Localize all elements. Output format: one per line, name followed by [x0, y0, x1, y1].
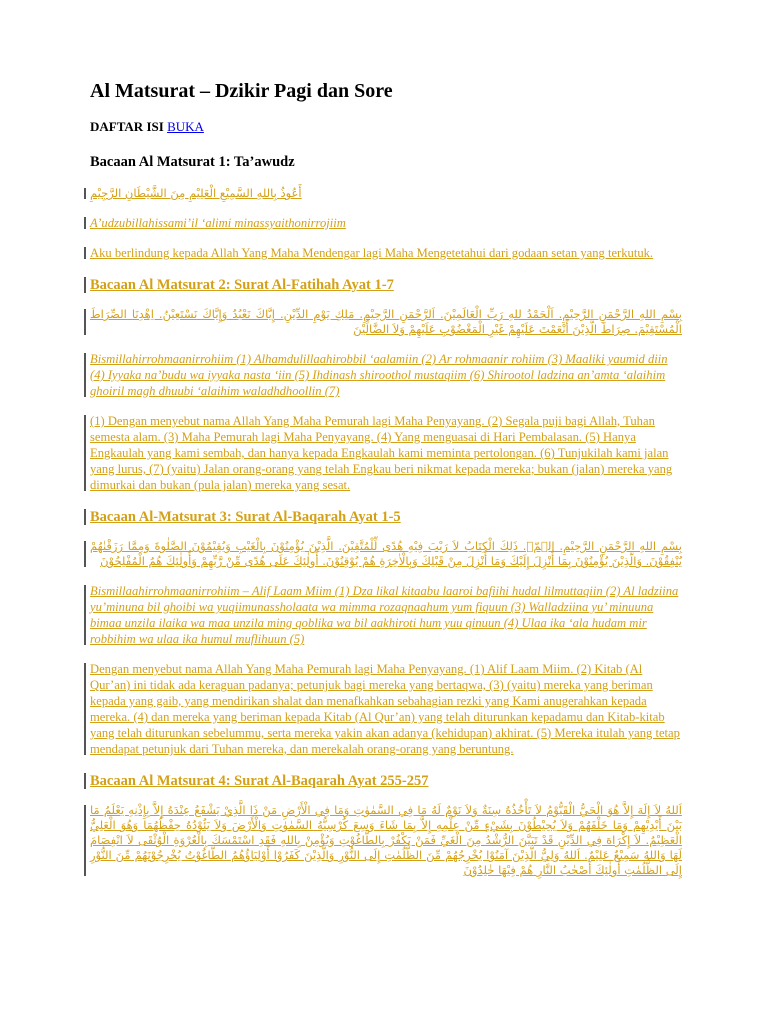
- section-2-arabic: بِسْمِ اللهِ الرَّحْمَنِ الرَّحِيْمِ. اَلْحَمْدُ للهِ رَبِّ الْعَالَمِيْنَ. اَلرَّحْمَنِ الرَّحِيْمِ. مَلِكِ يَوْمِ الدِّيْنِ. إِيَّاكَ نَعْبُدُ وَإِيَّاكَ نَسْتَعِيْنُ. اِهْدِنَا الصِّرَاطَ الْمُسْتَقِيْمَ. صِرَاطَ الَّذِيْنَ أَنْعَمْتَ عَلَيْهِمْ غَيْرِ الْمَغْضُوْبِ عَلَيْهِمْ وَلاَ الضَّالِّيْنَ: [90, 307, 682, 336]
- section-1-arabic: أَعُوذُ بِاللهِ السَّمِيْعِ الْعَلِيْمِ مِنَ الشَّيْطَانِ الرَّجِيْمِ: [90, 186, 302, 200]
- section-4-arabic: اَللهُ لاَ إِلَهَ إِلاَّ هُوَ الْحَيُّ الْقَيُّوْمُ لاَ تَأْخُذُهُ سِنَةٌ وَلاَ نَوْمٌ لَهُ مَا فِي السَّمٰوٰتِ وَمَا فِي الْأَرْضِ مَنْ ذَا الَّذِيْ يَشْفَعُ عِنْدَهُ إِلاَّ بِإِذْنِهِ يَعْلَمُ مَا بَيْنَ أَيْدِيْهِمْ وَمَا خَلْفَهُمْ وَلاَ يُحِيْطُوْنَ بِشَيْءٍ مِّنْ عِلْمِهِ إِلاَّ بِمَا شَاءَ وَسِعَ كُرْسِيُّهُ السَّمٰوٰتِ وَالْأَرْضَ وَلاَ يَئُوْدُهُ حِفْظُهُمَا وَهُوَ الْعَلِيُّ الْعَظِيْمُ. لاَ إِكْرَاهَ فِي الدِّيْنِ قَدْ تَبَيَّنَ الرُّشْدُ مِنَ الْغَيِّ فَمَنْ يَكْفُرْ بِالطَّاغُوْتِ وَيُؤْمِنْ بِاللهِ فَقَدِ اسْتَمْسَكَ بِالْعُرْوَةِ الْوُثْقَى لاَ انْفِصَامَ لَهَا وَاللهُ سَمِيْعٌ عَلِيْمٌ. اَللهُ وَلِيُّ الَّذِيْنَ آمَنُوْا يُخْرِجُهُمْ مِّنَ الظُّلُمٰتِ إِلَى النُّوْرِ وَالَّذِيْنَ كَفَرُوْا أَوْلِيَاؤُهُمُ الطَّاغُوْتُ يُخْرِجُوْنَهُمْ مِّنَ النُّوْرِ إِلَى الظُّلُمٰتِ أُولٰئِكَ أَصْحٰبُ النَّارِ هُمْ فِيْهَا خٰلِدُوْنَ: [90, 803, 682, 877]
- section-2-translation: (1) Dengan menyebut nama Allah Yang Maha Pemurah lagi Maha Penyayang. (2) Segala puji bagi Allah, Tuhan semesta alam. (3) Maha Pemurah lagi Maha Penyayang. (4) Yang menguasai di Hari Pembalasan. (5) Hanya Engkaulah yang kami sembah, dan hanya kepada Engkaulah kami meminta pertolongan. (6) Tunjukilah kami jalan yang lurus, (7) (yaitu) Jalan orang-orang yang telah Engkau beri nikmat kepada mereka; bukan (jalan) mereka yang dimurkai dan bukan (pula jalan) mereka yang sesat.: [90, 413, 682, 493]
- section-3-translation: Dengan menyebut nama Allah Yang Maha Pemurah lagi Maha Penyayang. (1) Alif Laam Miim. (2) Kitab (Al Qur’an) ini tidak ada keraguan padanya; petunjuk bagi mereka yang bertaqwa, (3) (yaitu) mereka yang beriman kepada yang gaib, yang mendirikan shalat dan menafkahkan sebahagian rezki yang Kami anugerahkan kepada mereka. (4) dan mereka yang beriman kepada Kitab (Al Qur’an) yang telah diturunkan kepadamu dan Kitab-kitab yang telah diturunkan sebelummu, serta mereka yakin akan adanya (kehidupan) akhirat. (5) Mereka itulah yang tetap mendapat petunjuk dari Tuhan mereka, dan merekalah orang-orang yang beruntung.: [90, 661, 682, 757]
- toc-open-link[interactable]: BUKA: [167, 119, 204, 134]
- section-3-arabic: بِسْمِ اللهِ الرَّحْمَنِ الرَّحِيْمِ. الۤمّۤ. ذَلِكَ الْكِتَابُ لاَ رَيْبَ فِيْهِ هُدًى لِّلْمُتَّقِيْنَ. الَّذِيْنَ يُؤْمِنُوْنَ بِالْغَيْبِ وَيُقِيْمُوْنَ الصَّلٰوةَ وَمِمَّا رَزَقْنٰهُمْ يُنْفِقُوْنَ. وَالَّذِيْنَ يُؤْمِنُوْنَ بِمَا أُنْزِلَ إِلَيْكَ وَمَا أُنْزِلَ مِنْ قَبْلِكَ وَبِالْاٰخِرَةِ هُمْ يُوْقِنُوْنَ. أُولٰئِكَ عَلَى هُدًى مِّنْ رَّبِّهِمْ وَأُولٰئِكَ هُمُ الْمُفْلِحُوْنَ: [90, 539, 682, 568]
- section-3-heading: Bacaan Al-Matsurat 3: Surat Al-Baqarah Ayat 1-5: [90, 507, 682, 527]
- section-2-heading: Bacaan Al Matsurat 2: Surat Al-Fatihah Ayat 1-7: [90, 275, 682, 295]
- section-1-translation: Aku berlindung kepada Allah Yang Maha Mendengar lagi Maha Mengetetahui dari godaan setan yang terkutuk.: [90, 245, 682, 261]
- section-4-heading: Bacaan Al Matsurat 4: Surat Al-Baqarah Ayat 255-257: [90, 771, 682, 791]
- section-2-latin: Bismillahirrohmaanirrohiim (1) Alhamdulillaahirobbil ‘aalamiin (2) Ar rohmaanir rohiim (3) Maaliki yaumid diin (4) Iyyaka na’budu wa iyyaka nasta ‘iin (5) Ihdinash shiroothol mustaqiim (6) Shirootol ladzina an’amta ‘alaihim ghoiril magh dhuubi ‘alaihim waladhdhoollin (7): [90, 351, 682, 399]
- page-title: Al Matsurat – Dzikir Pagi dan Sore: [90, 80, 393, 102]
- toc-label: DAFTAR ISI: [90, 119, 164, 134]
- document-page: [90, 78, 682, 892]
- section-1-heading: Bacaan Al Matsurat 1: Ta’awudz: [90, 154, 295, 170]
- section-1-latin: A’udzubillahissami’il ‘alimi minassyaithonirrojiim: [90, 215, 682, 231]
- table-of-contents: [90, 118, 682, 136]
- section-3-latin: Bismillaahirrohmaanirrohiim – Alif Laam Miim (1) Dza likal kitaabu laaroi bafiihi hudal lilmuttaqiin (2) Al ladziina yu’minuna bil ghoibi wa yuqiimunassholaata wa mimma rozaqnaahum yum fiquun (3) Walladziina yu’ minuuna bimaa unzila ilaika wa maa unzila ming qoblika wa bil aakhiroti hum yuu qinuun (4) Ulaa ika ‘ala hudam mir robbihim wa ulaa ika humul muflihuun (5): [90, 583, 682, 647]
